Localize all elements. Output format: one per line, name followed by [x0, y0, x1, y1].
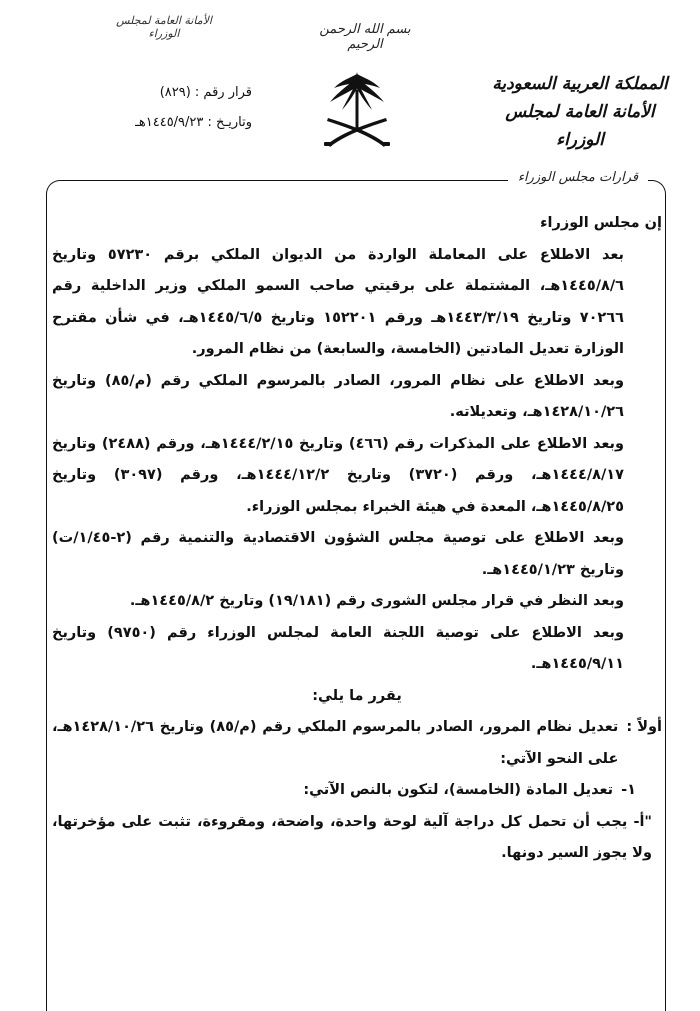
paragraph-economic-council: وبعد الاطلاع على توصية مجلس الشؤون الاقتصادية والتنمية رقم (٢-١/٤٥/ت) وتاريخ ١٤٤٥/١/٢٣هـ.: [52, 530, 624, 578]
paragraph-memos: وبعد الاطلاع على المذكرات رقم (٤٦٦) وتاريخ ١٤٤٤/٢/١٥هـ، ورقم (٢٤٨٨) وتاريخ ١٤٤٤/٨/١٧هـ، ورقم (٣٧٢٠) وتاريخ ١٤٤٤/١٢/٢هـ، ورقم (٣٠٩٧) وتاريخ ١٤٤٥/٨/٢٥هـ، المعدة في هيئة الخبراء بمجلس الوزراء.: [52, 435, 625, 515]
item-1-number: ١-: [621, 782, 636, 798]
item-a-text: "أ- يجب أن تحمل كل دراجة آلية لوحة واحدة، واضحة، ومقروءة، تثبت على مؤخرتها، ولا يجوز السير دونها.: [52, 813, 652, 861]
secretariat-watermark: الأمانة العامة لمجلس الوزراء: [116, 14, 212, 40]
paragraph-shura: وبعد النظر في قرار مجلس الشورى رقم (١٩/١٨١) وتاريخ ١٤٤٥/٨/٢هـ.: [129, 593, 624, 609]
secretariat-name: الأمانة العامة لمجلس الوزراء: [505, 102, 655, 150]
decision-number: قرار رقم : (٨٢٩): [159, 85, 252, 100]
basmala: بسم الله الرحمن الرحيم: [319, 22, 411, 52]
paragraph-general-committee: وبعد الاطلاع على توصية اللجنة العامة لمجلس الوزراء رقم (٩٧٥٠) وتاريخ ١٤٤٥/٩/١١هـ.: [52, 624, 624, 672]
kingdom-heading: [480, 70, 680, 154]
decision-meta: [72, 78, 252, 138]
palm-swords-emblem-icon: [320, 68, 394, 150]
decision-body: [52, 208, 662, 870]
kingdom-name: المملكة العربية السعودية: [492, 74, 668, 94]
decides-heading: يقرر ما يلي:: [312, 687, 402, 704]
frame-banner: قرارات مجلس الوزراء: [508, 170, 648, 185]
paragraph-royal-court: بعد الاطلاع على المعاملة الواردة من الديوان الملكي برقم ٥٧٢٣٠ وتاريخ ١٤٤٥/٨/٦هـ، المشتملة على برقيتي صاحب السمو الملكي وزير الداخلية رقم ٧٠٢٦٦ وتاريخ ١٤٤٣/٣/١٩هـ ورقم ١٥٢٢٠١ وتاريخ ١٤٤٥/٦/٥هـ، في شأن مقترح الوزارة تعديل المادتين (الخامسة، والسابعة) من نظام المرور.: [52, 246, 624, 357]
item-1: [52, 775, 662, 807]
first-clause: [52, 712, 662, 775]
first-clause-text: تعديل نظام المرور، الصادر بالمرسوم الملكي رقم (م/٨٥) وتاريخ ١٤٢٨/١٠/٢٦هـ، على النحو الآتي:: [52, 719, 619, 767]
paragraph-traffic-law: وبعد الاطلاع على نظام المرور، الصادر بالمرسوم الملكي رقم (م/٨٥) وتاريخ ١٤٢٨/١٠/٢٦هـ، وتعديلاته.: [52, 372, 625, 420]
decision-date: وتاريـخ : ١٤٤٥/٩/٢٣هـ: [135, 115, 252, 130]
item-1-text: تعديل المادة (الخامسة)، لتكون بالنص الآتي:: [303, 782, 614, 798]
opening-line: إن مجلس الوزراء: [540, 215, 662, 231]
first-clause-number: أولاً :: [626, 719, 662, 735]
